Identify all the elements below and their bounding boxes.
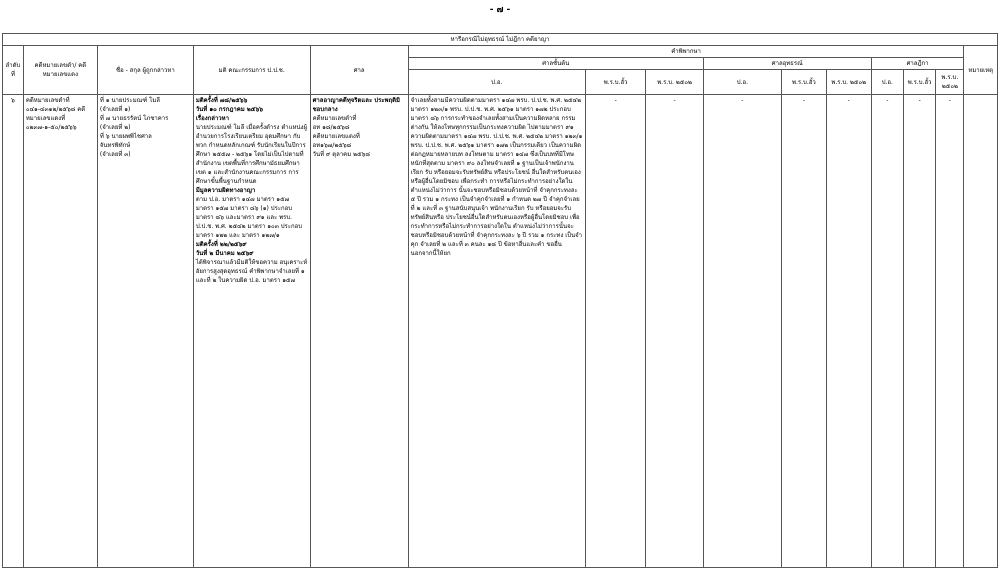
supreme-pa-value: - [871, 95, 903, 568]
case-number-cell: คดีหมายเลขดำที่ ๐๔๑-๔๓๑๒/๒๕๖๘ คดีหมายเลขแดงที่ ๐๒๓๗-๑-๕๐/๒๕๖๖ [23, 95, 97, 568]
header-accused: ชื่อ - สกุล ผู้ถูกกล่าวหา [97, 46, 193, 95]
accused-line: ที่ ๗ นายธรรัตน์ โภชาคาร [99, 115, 169, 122]
court-line: อท๑๖๗/๒๕๖๘ [312, 142, 352, 149]
court-line: คดีหมายเลขแดงที่ [312, 133, 360, 140]
resolution-subject-title: เรื่องกล่าวหา [195, 115, 229, 122]
header-appeal-pa: ป.อ. [703, 70, 781, 95]
header-court: ศาล [310, 46, 408, 95]
first-court-judgment: จำเลยทั้งสามมีความผิดตามมาตรา ๑๔๗ พรบ. ป.ป.ช. พ.ศ. ๒๕๔๒ มาตรา ๑๒๓/๑ พรบ. ป.ป.ช. พ.ศ. ๒๕๖๑ มาตรา ๑๗๒ ประกอบมาตรา ๘๖ การกระทำของจำเลยทั้งสามเป็นความผิดหลาย กรรมต่างกัน ให้ลงโทษทุกกรรมเป็นกระทงความผิด ไปตามมาตรา ๙๑ ความผิดตามมาตรา ๑๔๗ พรบ. ป.ป.ช. พ.ศ. ๒๕๔๒ มาตรา ๑๒๓/๑ พรบ. ป.ป.ช. พ.ศ. ๒๕๖๑ มาตรา ๑๗๒ เป็นกรรมเดียว เป็นความผิดต่อกฎหมายหลายบท ลงโทษตาม มาตรา ๑๔๗ ซึ่งเป็นบทที่มีโทษหนักที่สุดตาม มาตรา ๙๐ ลงโทษจำเลยที่ ๑ ฐานเป็นเจ้าพนักงาน เรียก รับ หรือยอมจะรับทรัพย์สิน หรือประโยชน์ อื่นใดสำหรับตนเองหรือผู้อื่นโดยมิชอบ เพื่อกระทำ การหรือไม่กระทำการอย่างใดในตำแหน่งไม่ว่าการ นั้นจะชอบหรือมิชอบด้วยหน้าที่ จำคุกกระทงละ ๕ ปี รวม ๑ กระทง เป็นจำคุกจำเลยที่ ๑ กำหนด ๒๗ ปี จำคุกจำเลยที่ ๒ และที่ ๓ ฐานสนับสนุนเจ้า พนักงานเรียก รับ หรือยอมจะรับทรัพย์สินหรือ ประโยชน์อื่นใดสำหรับตนเองหรือผู้อื่นโดยมิชอบ เพื่อกระทำการหรือไม่กระทำการอย่างใดใน ตำแหน่งไม่ว่าการนั้นจะชอบหรือมิชอบด้วยหน้าที่ จำคุกกระทงละ ๖ ปี รวม ๑ กระทง เป็นจำคุก จำเลยที่ ๒ และที่ ๓ คนละ ๑๘ ปี ข้อหาอื่นและคำ ขออื่นนอกจากนี้ให้ยก [408, 95, 585, 568]
resolution-date: วันที่ ๑๐ กรกฎาคม ๒๕๖๖ [195, 106, 263, 113]
resolution-offence-text: ตาม ป.อ. มาตรา ๑๔๗ มาตรา ๑๕๗ มาตรา ๑๕๗ มาตรา ๘๖ (๑) ประกอบมาตรา ๘๖ และมาตรา ๙๑ และ พรบ. ป.ป.ช. พ.ศ. ๒๕๔๒ มาตรา ๑๐๓ ประกอบมาตรา ๑๒๒ และ มาตรา ๑๒๗/๑ [195, 196, 303, 239]
accused-line: (จำเลยที่ ๒) [99, 124, 131, 131]
accused-line: จันทรพิทักษ์ [99, 142, 131, 149]
header-supreme-2502: พ.ร.บ. ๒๕๐๒ [936, 70, 964, 95]
resolution-subject-text: นายประมณฑ์ โมลี เมื่อครั้งดำรง ตำแหน่งผู้อำนวยการโรงเรียนเตรียม อุดมศึกษา กับพวก กำหนดหลักเกณฑ์ รับนักเรียนในปีการศึกษา ๒๕๕๗ - ๒๕๖๑ โดยไม่เป็นไปตามที่สำนักงาน เขตพื้นที่การศึกษามัธยมศึกษา เขต ๑ และสำนักงานคณะกรรมการ การศึกษาขั้นพื้นฐานกำหนด [195, 124, 307, 185]
table-row [3, 95, 998, 568]
header-first-2502: พ.ร.บ. ๒๕๐๒ [646, 70, 703, 95]
page-number: - ๗ - [489, 5, 511, 15]
accused-line: (จำเลยที่ ๓) [99, 151, 131, 158]
header-no: ลำดับ ที่ [3, 46, 24, 95]
court-cell [310, 95, 408, 568]
supreme-2502-value: - [936, 95, 964, 568]
appeal-old-value: - [781, 95, 826, 568]
header-appeal-court: ศาลอุทธรณ์ [703, 58, 871, 70]
accused-line: (จำเลยที่ ๑) [99, 106, 131, 113]
header-case-number: คดีหมายเลขดำ/ คดีหมายเลขแดง [23, 46, 97, 95]
resolution-date-2: วันที่ ๒ มีนาคม ๒๕๖๙ [195, 250, 254, 257]
header-first-old: พ.ร.บ.ฮั้ว [585, 70, 645, 95]
header-appeal-2502: พ.ร.บ. ๒๕๐๒ [826, 70, 871, 95]
first-court-old-value: - [585, 95, 645, 568]
appeal-pa-value: - [703, 95, 781, 568]
resolution-meeting: มติครั้งที่ ๗๘/๒๕๖๖ [195, 97, 248, 104]
header-supreme-pa: ป.อ. [871, 70, 903, 95]
first-court-2502-value: - [646, 95, 703, 568]
resolution-cell [193, 95, 310, 568]
header-resolution: มติ คณะกรรมการ ป.ป.ช. [193, 46, 310, 95]
court-title: ศาลอาญาคดีทุจริตและ ประพฤติมิชอบกลาง [312, 97, 400, 113]
resolution-meeting-2: มติครั้งที่ ๒๒/๒๕๖๙ [195, 241, 247, 248]
header-remarks: หมายเหตุ [964, 46, 998, 95]
header-first-pa: ป.อ. [408, 70, 585, 95]
accused-cell [97, 95, 193, 568]
case-table [2, 33, 998, 568]
court-line: วันที่ ๙ ตุลาคม ๒๕๖๘ [312, 151, 370, 158]
resolution-offence-title: มีมูลความผิดทางอาญา [195, 187, 256, 194]
accused-line: ที่ ๖ นายผพพิไชศาล [99, 133, 152, 140]
header-first-court: ศาลชั้นต้น [408, 58, 703, 70]
resolution-final-text: ได้พิจารณาแล้วมีมติให้ขอความ อนุเคราะห์อัยการสูงสุดอุทธรณ์ คำพิพากษาจำเลยที่ ๑ และที่ ๒ ในความผิด ป.อ. มาตรา ๑๕๗ [195, 259, 308, 284]
appeal-2502-value: - [826, 95, 871, 568]
court-line: คดีหมายเลขดำที่ [312, 115, 357, 122]
header-judgment: คำพิพากษา [408, 46, 964, 58]
table-title: หารือกรณีไม่อุทธรณ์ ไม่ฎีกา คดียาญา [3, 34, 998, 46]
accused-line: ที่ ๑ นายประมณฑ์ โมลี [99, 97, 160, 104]
header-supreme-old: พ.ร.บ.ฮั้ว [903, 70, 935, 95]
header-appeal-old: พ.ร.บ.ฮั้ว [781, 70, 826, 95]
row-number: ๖ [3, 95, 24, 568]
supreme-old-value: - [903, 95, 935, 568]
remarks-cell [964, 95, 998, 568]
court-line: อท ๑๘/๒๕๖๘ [312, 124, 350, 131]
header-supreme-court: ศาลฎีกา [871, 58, 964, 70]
